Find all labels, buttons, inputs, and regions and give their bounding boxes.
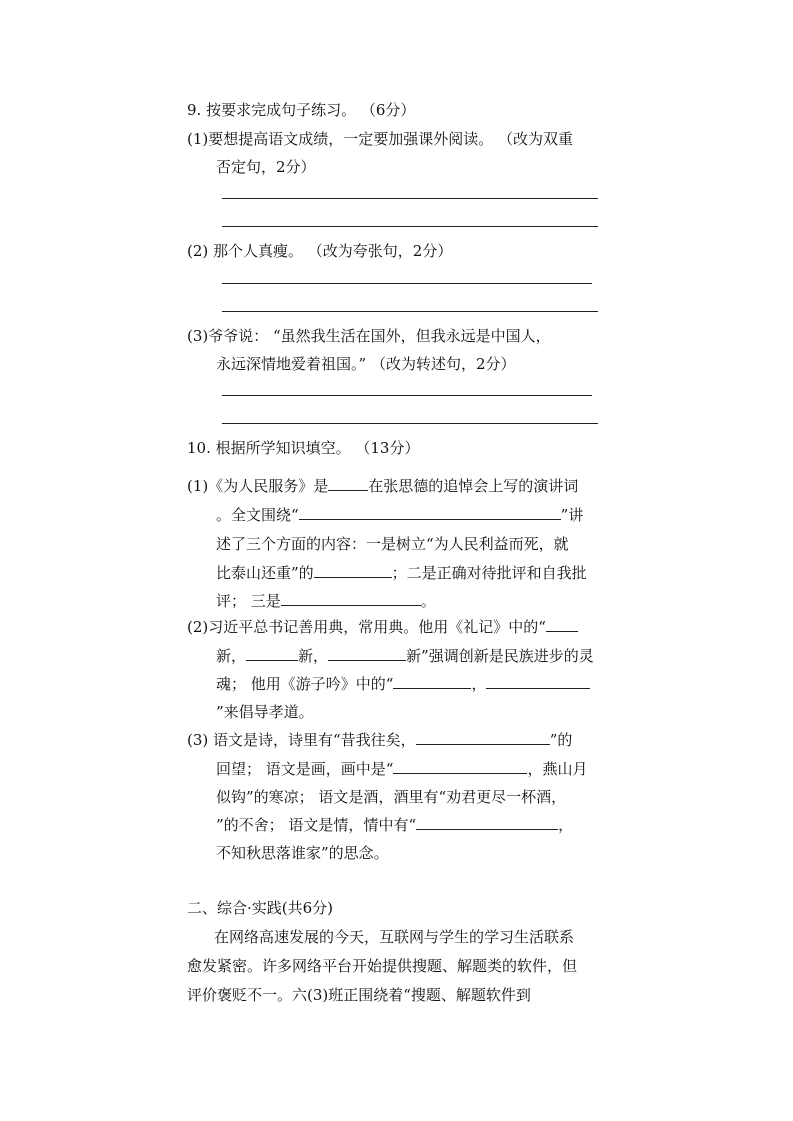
text: 。全文围绕“ xyxy=(216,506,299,524)
text: 魂； 他用《游子吟》中的“ xyxy=(216,675,394,693)
fill-blank[interactable] xyxy=(328,476,368,491)
answer-line[interactable] xyxy=(222,198,598,199)
fill-blank[interactable] xyxy=(393,759,527,774)
q10-p1-line5 xyxy=(216,591,436,611)
text: 在张思德的追悼会上写的演讲词 xyxy=(368,477,579,495)
section2-title: 二、综合·实践(共6分) xyxy=(187,899,334,917)
q10-p2-line2 xyxy=(216,646,594,666)
text: ， xyxy=(471,675,487,693)
text: 评； 三是 xyxy=(216,592,281,610)
q10-p3-line3: 似钩”的寒凉； 语文是酒，酒里有“劝君更尽一杯酒， xyxy=(216,788,567,806)
q10-p2-line4: ”来倡导孝道。 xyxy=(216,703,314,721)
text: 回望； 语文是画，画中是“ xyxy=(216,760,394,778)
text: 比泰山还重”的 xyxy=(216,564,314,582)
fill-blank[interactable] xyxy=(416,815,558,830)
text: (2)习近平总书记善用典，常用典。他用《礼记》中的“ xyxy=(187,618,546,636)
q10-p3-line4 xyxy=(216,815,573,835)
text: ， xyxy=(558,816,574,834)
q10-title: 10. 根据所学知识填空。 （13分） xyxy=(187,439,420,457)
q9-s3-line2: 永远深情地爱着祖国。” （改为转述句，2分） xyxy=(216,355,516,373)
answer-line[interactable] xyxy=(222,311,598,312)
text: (1)《为人民服务》是 xyxy=(187,477,329,495)
section2-para-line3: 评价褒贬不一。六(3)班正围绕着“搜题、解题软件到 xyxy=(187,986,531,1004)
fill-blank[interactable] xyxy=(246,646,298,661)
q10-p2-line1 xyxy=(187,617,578,637)
text: (3) 语文是诗，诗里有“昔我往矣， xyxy=(187,731,416,749)
q9-title: 9. 按要求完成句子练习。 （6分） xyxy=(187,101,416,119)
fill-blank[interactable] xyxy=(416,730,550,745)
q9-s3-line1: (3)爷爷说： “虽然我生活在国外，但我永远是中国人， xyxy=(187,327,551,345)
answer-line[interactable] xyxy=(222,423,598,424)
q10-p3-line1 xyxy=(187,730,572,750)
answer-line[interactable] xyxy=(222,283,592,284)
text: ；二是正确对待批评和自我批 xyxy=(391,564,587,582)
q10-p1-line4 xyxy=(216,563,587,583)
text: 新， xyxy=(298,647,329,665)
q9-s1-line1: (1)要想提高语文成绩，一定要加强课外阅读。 （改为双重 xyxy=(187,130,574,148)
answer-line[interactable] xyxy=(222,395,592,396)
q10-p1-line3: 述了三个方面的内容：一是树立“为人民利益而死，就 xyxy=(216,535,569,553)
q9-s1-line2: 否定句，2分） xyxy=(216,158,316,176)
text: ”的 xyxy=(549,731,573,749)
fill-blank[interactable] xyxy=(393,674,471,689)
text: ”讲 xyxy=(560,506,584,524)
section2-para-line2: 愈发紧密。许多网络平台开始提供搜题、解题类的软件，但 xyxy=(187,957,578,975)
q10-p3-line5: 不知秋思落谁家”的思念。 xyxy=(216,844,389,862)
answer-line[interactable] xyxy=(222,226,598,227)
text: 新”强调创新是民族进步的灵 xyxy=(406,647,594,665)
q10-p1-line1 xyxy=(187,476,578,496)
fill-blank[interactable] xyxy=(486,674,590,689)
fill-blank[interactable] xyxy=(299,505,561,520)
q10-p2-line3 xyxy=(216,674,590,694)
text: ，燕山月 xyxy=(527,760,588,778)
q9-s2: (2) 那个人真瘦。 （改为夸张句，2分） xyxy=(187,242,453,260)
q10-p1-line2 xyxy=(216,505,583,525)
q10-p3-line2 xyxy=(216,759,587,779)
section2-para-line1: 在网络高速发展的今天，互联网与学生的学习生活联系 xyxy=(214,928,575,946)
text: ”的不舍； 语文是情，情中有“ xyxy=(216,816,417,834)
fill-blank[interactable] xyxy=(328,646,406,661)
fill-blank[interactable] xyxy=(281,591,421,606)
text: 。 xyxy=(420,592,436,610)
fill-blank[interactable] xyxy=(546,617,578,632)
text: 新， xyxy=(216,647,247,665)
fill-blank[interactable] xyxy=(314,563,392,578)
